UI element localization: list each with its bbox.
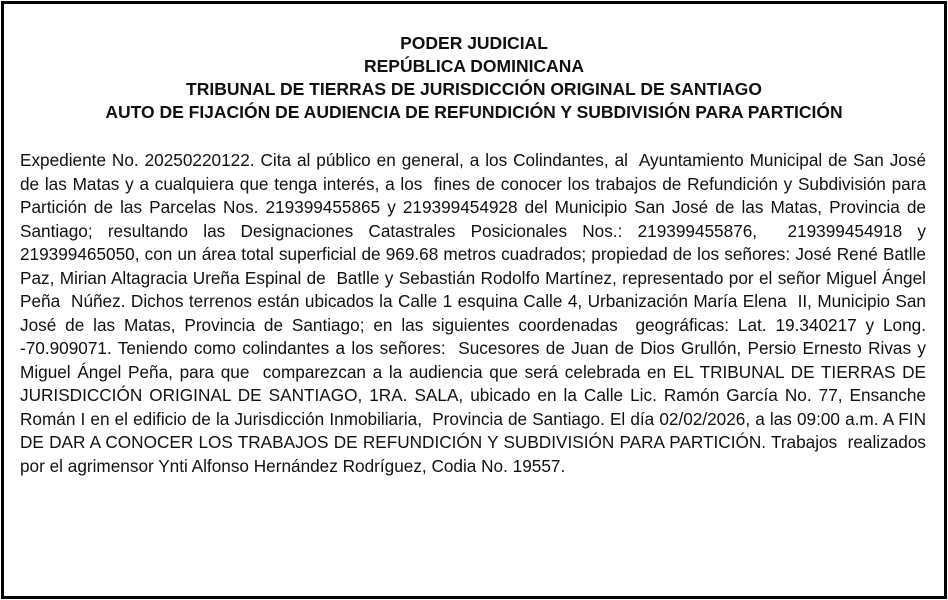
header-line-auto-title: AUTO DE FIJACIÓN DE AUDIENCIA DE REFUNDICIÓN Y SUBDIVISIÓN PARA PARTICIÓN: [105, 102, 843, 122]
header-line-tribunal: TRIBUNAL DE TIERRAS DE JURISDICCIÓN ORIGINAL DE SANTIAGO: [186, 79, 762, 99]
header-line-republic: REPÚBLICA DOMINICANA: [363, 56, 585, 76]
notice-body-text: Expediente No. 20250220122. Cita al público en general, a los Colindantes, al Ayuntamiento Municipal de San José de las Matas y a cualquiera que tenga interés, a los fines de conocer los trabajos de Refundición y Subdivisión para Partición de las Parcelas Nos. 219399455865 y 219399454928 del Municipio San José de las Matas, Provincia de Santiago; resultando las Designaciones Catastrales Posicionales Nos.: 219399455876, 219399454918 y 219399465050, con un área total superficial de 969.68 metros cuadrados; propiedad de los señores: José René Batlle Paz, Mirian Altagracia Ureña Espinal de Batlle y Sebastián Rodolfo Martínez, representado por el señor Miguel Ángel Peña Núñez. Dichos terrenos están ubicados la Calle 1 esquina Calle 4, Urbanización María Elena II, Municipio San José de las Matas, Provincia de Santiago; en las siguientes coordenadas geográficas: Lat. 19.340217 y Long. -70.909071. Teniendo como colindantes a los señores: Sucesores de Juan de Dios Grullón, Persio Ernesto Rivas y Miguel Ángel Peña, para que comparezcan a la audiencia que será celebrada en EL TRIBUNAL DE TIERRAS DE JURISDICCIÓN ORIGINAL DE SANTIAGO, 1RA. SALA, ubicado en la Calle Lic. Ramón García No. 77, Ensanche Román I en el edificio de la Jurisdicción Inmobiliaria, Provincia de Santiago. El día 02/02/2026, a las 09:00 a.m. A FIN DE DAR A CONOCER LOS TRABAJOS DE REFUNDICIÓN Y SUBDIVISIÓN PARA PARTICIÓN. Trabajos realizados por el agrimensor Ynti Alfonso Hernández Rodríguez, Codia No. 19557.: [20, 150, 936, 476]
notice-frame: [1, 1, 947, 599]
notice-header: [4, 32, 944, 124]
header-line-judicial-power: PODER JUDICIAL: [400, 33, 548, 53]
